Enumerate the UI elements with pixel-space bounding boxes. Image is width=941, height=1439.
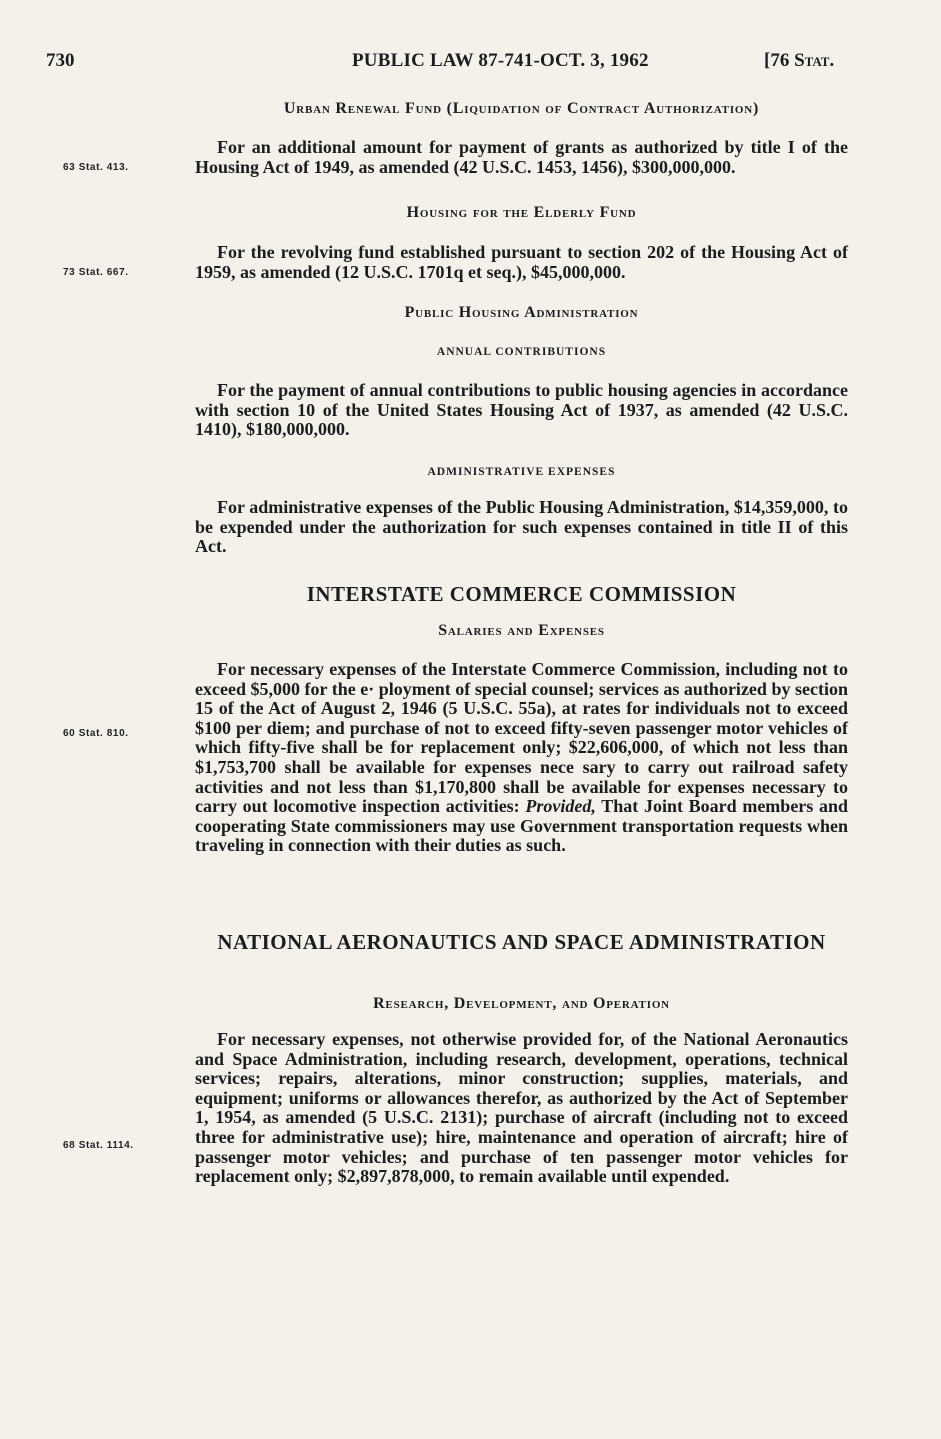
header-stat [764,50,834,72]
page-number: 730 [46,50,75,71]
icc-paragraph-text-2: That Joint Board members and cooperating State commissioners may use Government transportation requests when traveling in connection with their duties as such. [195,796,849,856]
urban-renewal-paragraph: For an additional amount for payment of grants as authorized by title I of the Housing Act of 1949, as amended (42 U.S.C. 1453, 1456), $300,000,000. [195,137,848,177]
nasa-paragraph: For necessary expenses, not otherwise provided for, of the National Aeronautics and Space Administration, including research, development, operations, technical services; repairs, alterations, minor construction; supplies, materials, and equipment; uniforms or allowances therefor, as authorized by the Act of September 1, 1954, as amended (5 U.S.C. 2131); purchase of aircraft (including not to exceed three for administrative use); hire, maintenance and operation of aircraft; hire of passenger motor vehicles; and purchase of ten passenger motor vehicles for replacement only; $2,897,878,000, to remain available until expended. [195,1029,848,1187]
header-stat-prefix: [76 [764,50,795,71]
margin-note-4: 68 Stat. 1114. [63,1140,134,1151]
icc-heading: INTERSTATE COMMERCE COMMISSION [306,582,737,606]
nasa-subheading: Research, Development, and Operation [373,995,670,1012]
elderly-fund-heading: Housing for the Elderly Fund [406,204,637,221]
icc-subheading: Salaries and Expenses [438,622,605,639]
header-stat-word: Stat. [794,50,835,71]
icc-paragraph-text-1: For necessary expenses of the Interstate Commerce Commission, including not to exceed $5,000 for the e· ployment of special counsel; services as authorized by section 15 of the Act of August 2, 1946 (5 U.S.C. 55a), at rates for individuals not to exceed $100 per diem; and purchase of not to exceed fifty-seven passenger motor vehicles of which fifty-five shall be for replacement only; $22,606,000, of which not less than $1,753,700 shall be available for expenses nece sary to carry out railroad safety activities and not less than $1,170,800 shall be available for expenses necessary to carry out locomotive inspection activities: [195,659,848,817]
margin-note-1: 63 Stat. 413. [63,162,129,173]
urban-renewal-heading: Urban Renewal Fund (Liquidation of Contract Authorization) [283,100,760,117]
pha-heading: Public Housing Administration [404,304,639,321]
icc-paragraph [195,660,848,856]
annual-contributions-paragraph: For the payment of annual contributions to public housing agencies in accordance with section 10 of the United States Housing Act of 1937, as amended (42 U.S.C. 1410), $180,000,000. [195,380,848,440]
administrative-expenses-heading: ADMINISTRATIVE EXPENSES [427,466,616,478]
header-title: PUBLIC LAW 87-741-OCT. 3, 1962 [352,50,649,71]
annual-contributions-heading: ANNUAL CONTRIBUTIONS [436,346,607,358]
nasa-heading: NATIONAL AERONAUTICS AND SPACE ADMINISTRATION [217,930,826,954]
icc-provided: Provided, [525,796,596,817]
administrative-expenses-paragraph: For administrative expenses of the Public Housing Administration, $14,359,000, to be expended under the authorization for such expenses contained in title II of this Act. [195,497,848,557]
elderly-fund-paragraph: For the revolving fund established pursuant to section 202 of the Housing Act of 1959, as amended (12 U.S.C. 1701q et seq.), $45,000,000. [195,242,848,282]
running-header [0,50,941,80]
margin-note-2: 73 Stat. 667. [63,267,129,278]
margin-note-3: 60 Stat. 810. [63,728,129,739]
